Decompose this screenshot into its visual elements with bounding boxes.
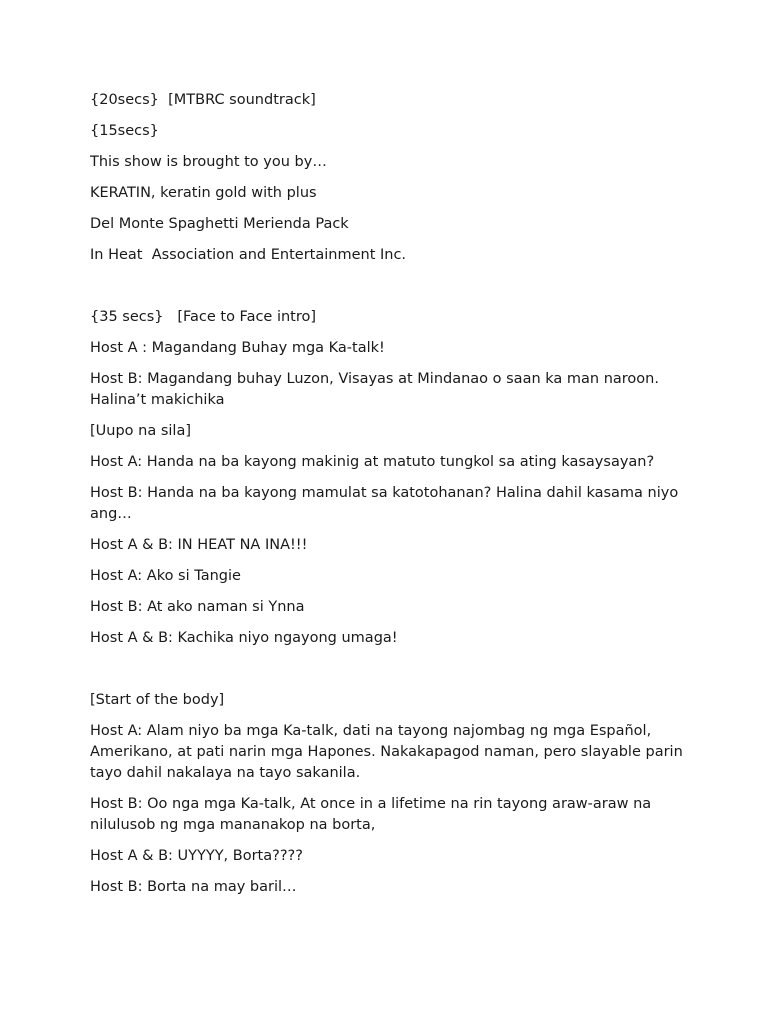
sponsor-line: Del Monte Spaghetti Merienda Pack	[90, 216, 349, 232]
script-line: Host B: Borta na may baril…	[90, 879, 297, 895]
timing-cue: {20secs} [MTBRC soundtrack]	[90, 92, 316, 108]
script-line: Host A: Alam niyo ba mga Ka-talk, dati na tayong najombag ng mga Español, Amerikano, at pati narin mga Hapones. Nakakapagod naman, pero slayable parin tayo dahil nakalaya na tayo sakanila.	[90, 723, 688, 781]
script-line: Host B: Handa na ba kayong mamulat sa katotohanan? Halina dahil kasama niyo ang…	[90, 485, 683, 522]
timing-cue: {35 secs} [Face to Face intro]	[90, 309, 317, 325]
script-line: Host A & B: UYYYY, Borta????	[90, 848, 303, 864]
stage-direction: [Start of the body]	[90, 692, 225, 708]
script-line: Host A : Magandang Buhay mga Ka-talk!	[90, 340, 385, 356]
script-line: Host A & B: Kachika niyo ngayong umaga!	[90, 630, 398, 646]
sponsor-line: KERATIN, keratin gold with plus	[90, 185, 317, 201]
script-line: Host B: At ako naman si Ynna	[90, 599, 305, 615]
script-line: Host A: Ako si Tangie	[90, 568, 241, 584]
script-line: Host A: Handa na ba kayong makinig at matuto tungkol sa ating kasaysayan?	[90, 454, 655, 470]
script-line: Host A & B: IN HEAT NA INA!!!	[90, 537, 308, 553]
blank-line	[90, 276, 690, 307]
document-page	[90, 90, 690, 908]
script-line: Host B: Oo nga mga Ka-talk, At once in a lifetime na rin tayong araw-araw na nilulusob ng mga mananakop na borta,	[90, 796, 656, 833]
timing-cue: {15secs}	[90, 123, 159, 139]
stage-direction: [Uupo na sila]	[90, 423, 191, 439]
sponsor-line: In Heat Association and Entertainment Inc.	[90, 247, 407, 263]
script-line: Host B: Magandang buhay Luzon, Visayas at Mindanao o saan ka man naroon. Halina’t makichika	[90, 371, 664, 408]
sponsor-intro: This show is brought to you by…	[90, 154, 327, 170]
blank-line	[90, 659, 690, 690]
